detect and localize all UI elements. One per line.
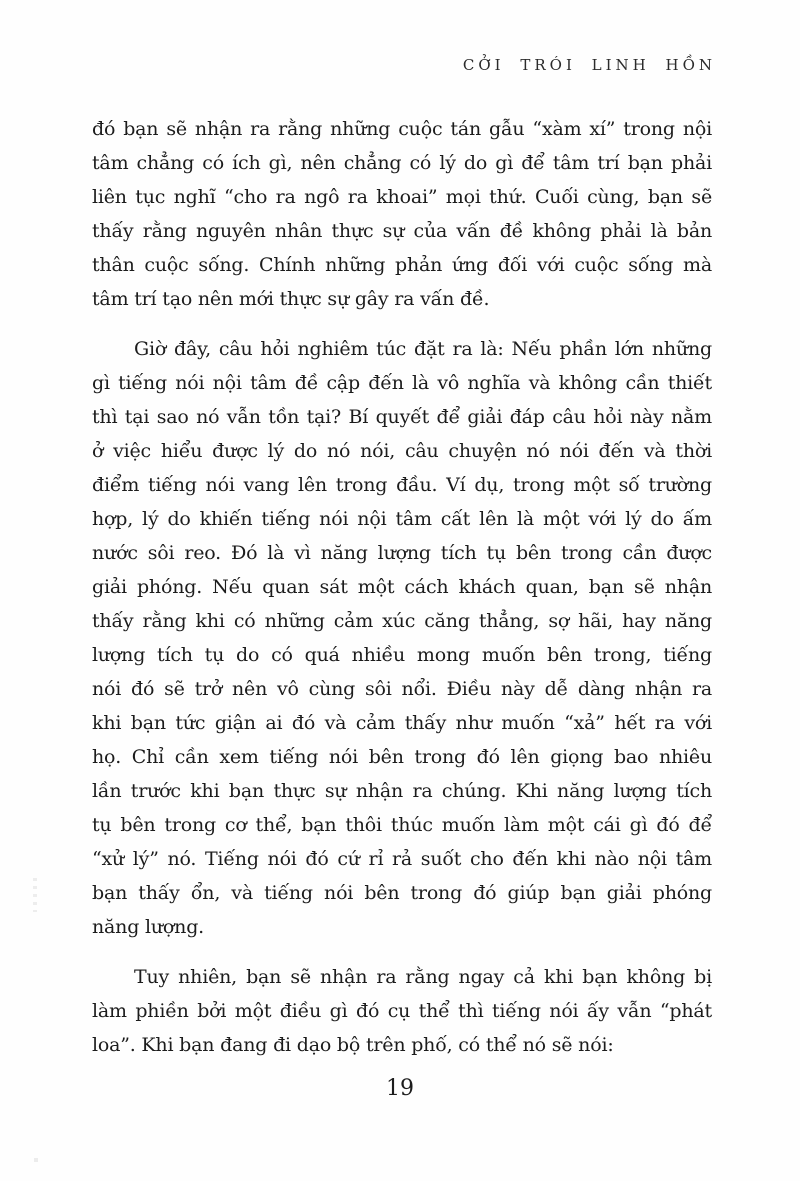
text-line: họ. Chỉ cần xem tiếng nói bên trong đó lên giọng bao nhiêu xyxy=(92,746,712,768)
text-line: điểm tiếng nói vang lên trong đầu. Ví dụ, trong một số trường xyxy=(92,474,712,496)
paragraph-2 xyxy=(92,332,712,944)
text-line: bạn thấy ổn, và tiếng nói bên trong đó giúp bạn giải phóng xyxy=(92,882,712,904)
text-line: ở việc hiểu được lý do nó nói, câu chuyện nó nói đến và thời xyxy=(92,440,712,462)
scan-artifact xyxy=(33,878,37,912)
text-line: gì tiếng nói nội tâm đề cập đến là vô nghĩa và không cần thiết xyxy=(92,372,712,394)
text-line: nước sôi reo. Đó là vì năng lượng tích tụ bên trong cần được xyxy=(92,542,712,564)
running-header: CỞI TRÓI LINH HỒN xyxy=(462,56,716,74)
text-line: lượng tích tụ do có quá nhiều mong muốn bên trong, tiếng xyxy=(92,644,712,666)
paragraph-3 xyxy=(92,960,712,1062)
page-number: 19 xyxy=(386,1076,414,1101)
text-line: tâm chẳng có ích gì, nên chẳng có lý do gì để tâm trí bạn phải xyxy=(92,152,712,174)
text-line: hợp, lý do khiến tiếng nói nội tâm cất lên là một với lý do ấm xyxy=(92,508,712,530)
text-line: tâm trí tạo nên mới thực sự gây ra vấn đề. xyxy=(92,288,490,310)
text-line: đó bạn sẽ nhận ra rằng những cuộc tán gẫu “xàm xí” trong nội xyxy=(92,118,712,140)
text-line: năng lượng. xyxy=(92,916,204,938)
text-line: tụ bên trong cơ thể, bạn thôi thúc muốn làm một cái gì đó để xyxy=(92,814,712,836)
text-line: giải phóng. Nếu quan sát một cách khách quan, bạn sẽ nhận xyxy=(92,576,712,598)
text-line: “xử lý” nó. Tiếng nói đó cứ rỉ rả suốt cho đến khi nào nội tâm xyxy=(92,848,712,870)
text-line: thấy rằng nguyên nhân thực sự của vấn đề không phải là bản xyxy=(92,220,712,242)
text-line: nói đó sẽ trở nên vô cùng sôi nổi. Điều này dễ dàng nhận ra xyxy=(92,678,712,700)
body-text xyxy=(92,112,712,1078)
text-line: thân cuộc sống. Chính những phản ứng đối với cuộc sống mà xyxy=(92,254,712,276)
text-line: Tuy nhiên, bạn sẽ nhận ra rằng ngay cả khi bạn không bị xyxy=(134,966,712,988)
text-line: loa”. Khi bạn đang đi dạo bộ trên phố, có thể nó sẽ nói: xyxy=(92,1034,614,1056)
text-line: Giờ đây, câu hỏi nghiêm túc đặt ra là: Nếu phần lớn những xyxy=(134,338,712,360)
text-line: thì tại sao nó vẫn tồn tại? Bí quyết để giải đáp câu hỏi này nằm xyxy=(92,406,712,428)
paragraph-1 xyxy=(92,112,712,316)
text-line: khi bạn tức giận ai đó và cảm thấy như muốn “xả” hết ra với xyxy=(92,712,712,734)
text-line: liên tục nghĩ “cho ra ngô ra khoai” mọi thứ. Cuối cùng, bạn sẽ xyxy=(92,186,712,208)
text-line: lần trước khi bạn thực sự nhận ra chúng. Khi năng lượng tích xyxy=(92,780,712,802)
text-line: thấy rằng khi có những cảm xúc căng thẳng, sợ hãi, hay năng xyxy=(92,610,712,632)
scan-artifact xyxy=(34,1158,38,1162)
text-line: làm phiền bởi một điều gì đó cụ thể thì tiếng nói ấy vẫn “phát xyxy=(92,1000,712,1022)
